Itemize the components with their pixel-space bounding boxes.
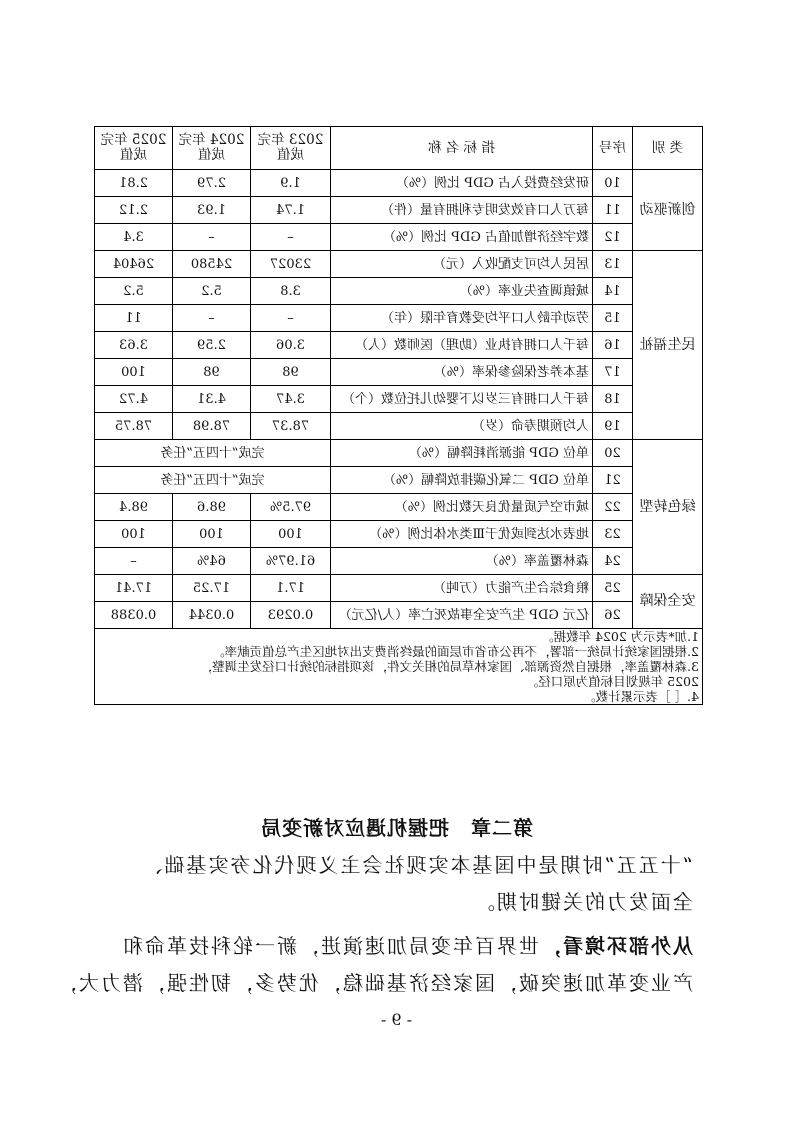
row-seq: 24	[593, 548, 633, 575]
note-line: 4.［ ］表示累计数。	[583, 689, 699, 704]
table-row	[95, 467, 703, 494]
header-seq: 序号	[593, 127, 633, 170]
row-name: 城镇调查失业率（%）	[331, 278, 593, 305]
row-seq: 14	[593, 278, 633, 305]
table-row	[95, 575, 703, 602]
row-2025: 26404	[95, 251, 173, 278]
header-2023: 2023 年完成值	[251, 127, 331, 170]
row-name: 研发经费投入占 GDP 比例（%）	[331, 170, 593, 197]
note-line: 1.加*表示为 2024 年数据。	[541, 629, 699, 644]
row-2023: 98	[251, 359, 331, 386]
table-row	[95, 197, 703, 224]
row-name: 地表水达到或优于Ⅲ类水体比例（%）	[331, 521, 593, 548]
category-innovation: 创新驱动	[633, 170, 703, 251]
row-2024: 2.79	[173, 170, 251, 197]
paragraph-line: “十五五”时期是中国基本实现社会主义现代化夯实基础、	[140, 853, 693, 877]
note-line: 2.根据国家统计局统一部署，不再公布省市层面的最终消费支出对地区生产总值贡献率。	[212, 644, 699, 659]
chapter-title: 第二章 把握机遇应对新变局	[260, 816, 533, 840]
row-seq: 23	[593, 521, 633, 548]
row-2025: 2.81	[95, 170, 173, 197]
table-row	[95, 521, 703, 548]
row-2025: 0.0388	[95, 602, 173, 629]
row-name: 单位 GDP 能源消耗降幅（%）	[331, 440, 593, 467]
category-welfare: 民生福祉	[633, 251, 703, 440]
row-2023: 97.5%	[251, 494, 331, 521]
table-row	[95, 170, 703, 197]
page-number: - 9 -	[380, 1010, 413, 1029]
row-seq: 10	[593, 170, 633, 197]
row-2025: 5.2	[95, 278, 173, 305]
table-row	[95, 413, 703, 440]
row-2024: 0.0344	[173, 602, 251, 629]
row-2024: 17.25	[173, 575, 251, 602]
header-2025: 2025 年完成值	[95, 127, 173, 170]
row-seq: 19	[593, 413, 633, 440]
table-row	[95, 305, 703, 332]
row-2025: 100	[95, 359, 173, 386]
paragraph-lead-bold: 从外部环境看，	[539, 934, 693, 958]
table-row	[95, 548, 703, 575]
row-2023: 78.37	[251, 413, 331, 440]
row-seq: 11	[593, 197, 633, 224]
row-2023: 3.8	[251, 278, 331, 305]
row-name: 人均预期寿命（岁）	[331, 413, 593, 440]
row-name: 单位 GDP 二氧化碳排放降幅（%）	[331, 467, 593, 494]
row-2024: 4.31	[173, 386, 251, 413]
row-2024: 5.2	[173, 278, 251, 305]
row-2024: 1.93	[173, 197, 251, 224]
table-row	[95, 386, 703, 413]
table-row	[95, 278, 703, 305]
table-row	[95, 332, 703, 359]
table-notes	[95, 629, 703, 705]
row-2023: 1.9	[251, 170, 331, 197]
row-seq: 21	[593, 467, 633, 494]
table-row	[95, 602, 703, 629]
row-name: 基本养老保险参保率（%）	[331, 359, 593, 386]
row-name: 城市空气质量优良天数比例（%）	[331, 494, 593, 521]
category-green: 绿色转型	[633, 440, 703, 575]
row-2025: 3.4	[95, 224, 173, 251]
row-seq: 18	[593, 386, 633, 413]
paragraph-line-rest: 世界百年变局加速演进，新一轮科技革命和	[121, 934, 539, 958]
row-seq: 22	[593, 494, 633, 521]
row-2024: 78.98	[173, 413, 251, 440]
row-name: 数字经济增加值占 GDP 比例（%）	[331, 224, 593, 251]
header-2024: 2024 年完成值	[173, 127, 251, 170]
header-name: 指 标 名 称	[331, 127, 593, 170]
paragraph-line: 全面发力的关键时期。	[473, 890, 693, 914]
row-seq: 17	[593, 359, 633, 386]
row-2025: 3.63	[95, 332, 173, 359]
table-row	[95, 494, 703, 521]
row-name: 粮食综合生产能力（万吨）	[331, 575, 593, 602]
row-2024: –	[173, 224, 251, 251]
row-2025: 100	[95, 521, 173, 548]
table-row	[95, 251, 703, 278]
row-2025: –	[95, 548, 173, 575]
row-2023: 17.1	[251, 575, 331, 602]
row-2023: 1.74	[251, 197, 331, 224]
header-category: 类 别	[633, 127, 703, 170]
row-2023: 23027	[251, 251, 331, 278]
row-2023: 100	[251, 521, 331, 548]
row-name: 每千人口拥有三岁以下婴幼儿托位数（个）	[331, 386, 593, 413]
row-2024: 64%	[173, 548, 251, 575]
row-2023: –	[251, 305, 331, 332]
row-seq: 13	[593, 251, 633, 278]
category-security: 安全保障	[633, 575, 703, 629]
table-row	[95, 224, 703, 251]
paragraph-line	[93, 934, 693, 958]
row-2024: 100	[173, 521, 251, 548]
row-2025: 78.75	[95, 413, 173, 440]
row-name: 劳动年龄人口平均受教育年限（年）	[331, 305, 593, 332]
row-name: 居民人均可支配收入（元）	[331, 251, 593, 278]
table-row	[95, 440, 703, 467]
row-2025: 98.4	[95, 494, 173, 521]
row-seq: 12	[593, 224, 633, 251]
row-2024: –	[173, 305, 251, 332]
row-2024: 24580	[173, 251, 251, 278]
row-seq: 20	[593, 440, 633, 467]
table-row	[95, 359, 703, 386]
row-seq: 25	[593, 575, 633, 602]
row-merged-value: 完成“十四五”任务	[95, 467, 331, 494]
row-2024: 98.6	[173, 494, 251, 521]
row-2025: 2.12	[95, 197, 173, 224]
row-2025: 11	[95, 305, 173, 332]
row-2023: –	[251, 224, 331, 251]
row-seq: 26	[593, 602, 633, 629]
paragraph-line: 产业变革加速突破，国家经济基础稳，优势多，韧性强，潜力大，	[55, 971, 693, 995]
row-2025: 17.41	[95, 575, 173, 602]
row-merged-value: 完成“十四五”任务	[95, 440, 331, 467]
row-name: 亿元 GDP 生产安全事故死亡率（人/亿元）	[331, 602, 593, 629]
row-2023: 3.06	[251, 332, 331, 359]
row-2025: 4.72	[95, 386, 173, 413]
row-2023: 0.0293	[251, 602, 331, 629]
note-line: 2025 年规划目标值为原口径。	[525, 674, 699, 689]
row-name: 森林覆盖率（%）	[331, 548, 593, 575]
table-header-row	[95, 127, 703, 170]
indicator-table	[94, 126, 703, 705]
row-2024: 98	[173, 359, 251, 386]
row-seq: 16	[593, 332, 633, 359]
row-name: 每千人口拥有执业（助理）医师数（人）	[331, 332, 593, 359]
row-seq: 15	[593, 305, 633, 332]
table-notes-row	[95, 629, 703, 705]
note-line: 3.森林覆盖率，根据自然资源部、国家林草局的相关文件，该项指标的统计口径发生调整，	[199, 659, 699, 674]
row-2024: 2.59	[173, 332, 251, 359]
row-2023: 3.47	[251, 386, 331, 413]
row-name: 每万人口有效发明专利拥有量（件）	[331, 197, 593, 224]
row-2023: 61.97%	[251, 548, 331, 575]
